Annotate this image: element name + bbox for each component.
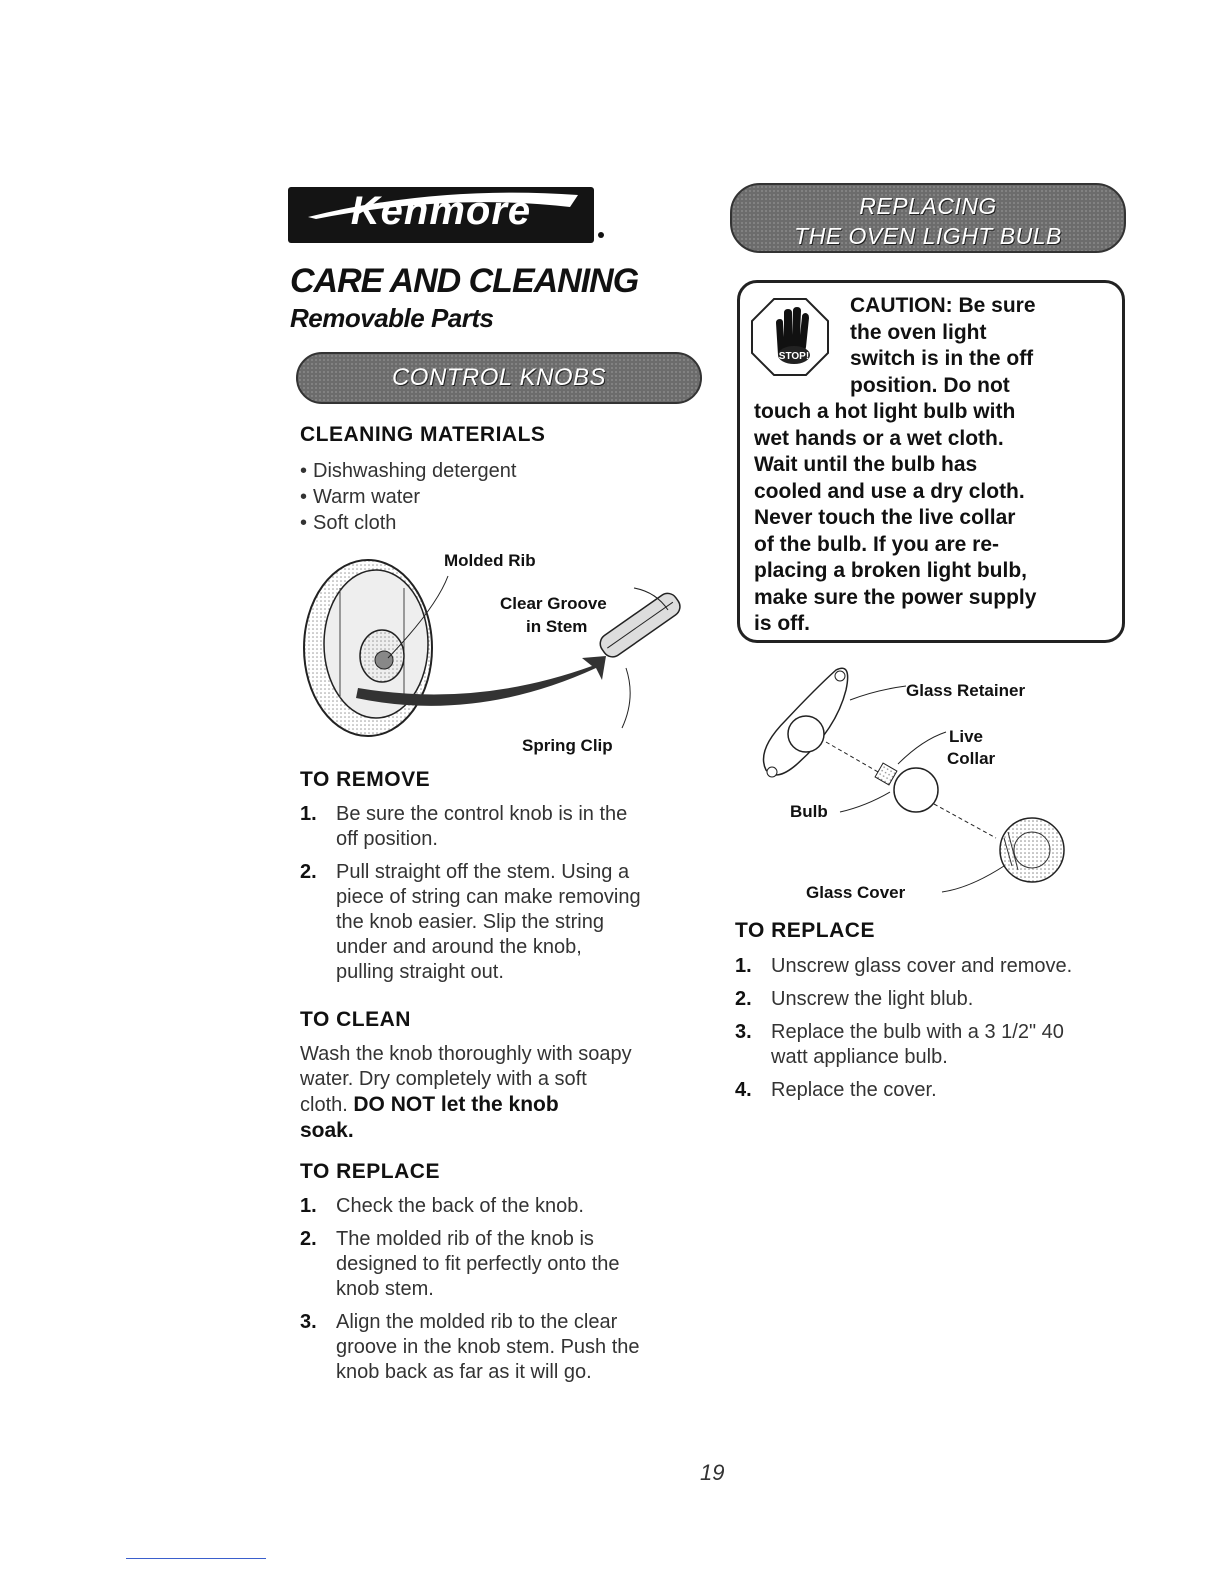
list-item: • Dishwashing detergent — [300, 458, 516, 484]
stop-hand-icon — [750, 297, 830, 377]
knob-replace-steps — [300, 1194, 700, 1393]
footer-divider — [126, 1558, 266, 1559]
bulb-replace-heading: TO REPLACE — [735, 919, 875, 942]
page-number: 19 — [700, 1460, 725, 1485]
page-title: CARE AND CLEANING — [290, 262, 639, 300]
svg-text:STOP!: STOP! — [778, 351, 810, 362]
materials-list — [300, 458, 516, 536]
to-remove-heading: TO REMOVE — [300, 768, 431, 791]
list-item: 1. Check the back of the knob. — [300, 1195, 584, 1217]
list-item: 4. Replace the cover. — [735, 1079, 937, 1101]
list-item: 1. Unscrew glass cover and remove. — [735, 955, 1073, 977]
label-glass-retainer: Glass Retainer — [906, 681, 1026, 700]
knob-replace-heading: TO REPLACE — [300, 1160, 440, 1183]
list-item: • Warm water — [300, 484, 516, 510]
list-item: 2. Unscrew the light blub. — [735, 988, 974, 1010]
section-banner-control-knobs: CONTROL KNOBS — [296, 352, 702, 404]
to-clean-heading: TO CLEAN — [300, 1008, 411, 1031]
control-knob-diagram — [296, 548, 706, 768]
clean-paragraph: Wash the knob thoroughly with soapy water. Dry completely with a soft cloth. DO NOT let the knob soak. — [300, 1043, 632, 1142]
list-item: 3. Replace the bulb with a 3 1/2" 40 watt appliance bulb. — [735, 1021, 1064, 1068]
label-glass-cover: Glass Cover — [806, 883, 906, 902]
caution-box: STOP! CAUTION: Be sure the oven light switch is in the off position. Do not touch a hot light bulb with wet hands or a wet cloth. Wait until the bulb has cooled and use a dry cloth. Never touch the live collar of the bulb. If you are re- placing a broken light bulb, make sure the power supply is off. — [737, 280, 1125, 643]
label-collar: Collar — [947, 749, 996, 768]
list-item: • Soft cloth — [300, 510, 516, 536]
list-item: 2. Pull straight off the stem. Using a piece of string can make removing the knob easier. Slip the string under and around the knob, pulling straight out. — [300, 861, 641, 983]
page-subtitle: Removable Parts — [290, 303, 494, 333]
logo-brand-text: Kenmore — [350, 189, 532, 233]
label-clear-groove: Clear Groove — [500, 594, 607, 613]
bulb-replace-steps — [735, 954, 1135, 1111]
kenmore-logo — [288, 187, 594, 243]
label-in-stem: in Stem — [526, 617, 588, 636]
list-item: 2. The molded rib of the knob is designed to fit perfectly onto the knob stem. — [300, 1228, 620, 1300]
remove-steps — [300, 802, 700, 993]
label-bulb: Bulb — [790, 802, 828, 821]
list-item: 1. Be sure the control knob is in the off position. — [300, 803, 628, 850]
label-spring-clip: Spring Clip — [522, 736, 613, 755]
list-item: 3. Align the molded rib to the clear groove in the knob stem. Push the knob back as far as it will go. — [300, 1311, 640, 1383]
section-banner-oven-light-bulb: REPLACING THE OVEN LIGHT BULB — [730, 183, 1126, 253]
label-molded-rib: Molded Rib — [444, 551, 536, 570]
cleaning-materials-heading: CLEANING MATERIALS — [300, 423, 546, 446]
label-live: Live — [949, 727, 984, 746]
